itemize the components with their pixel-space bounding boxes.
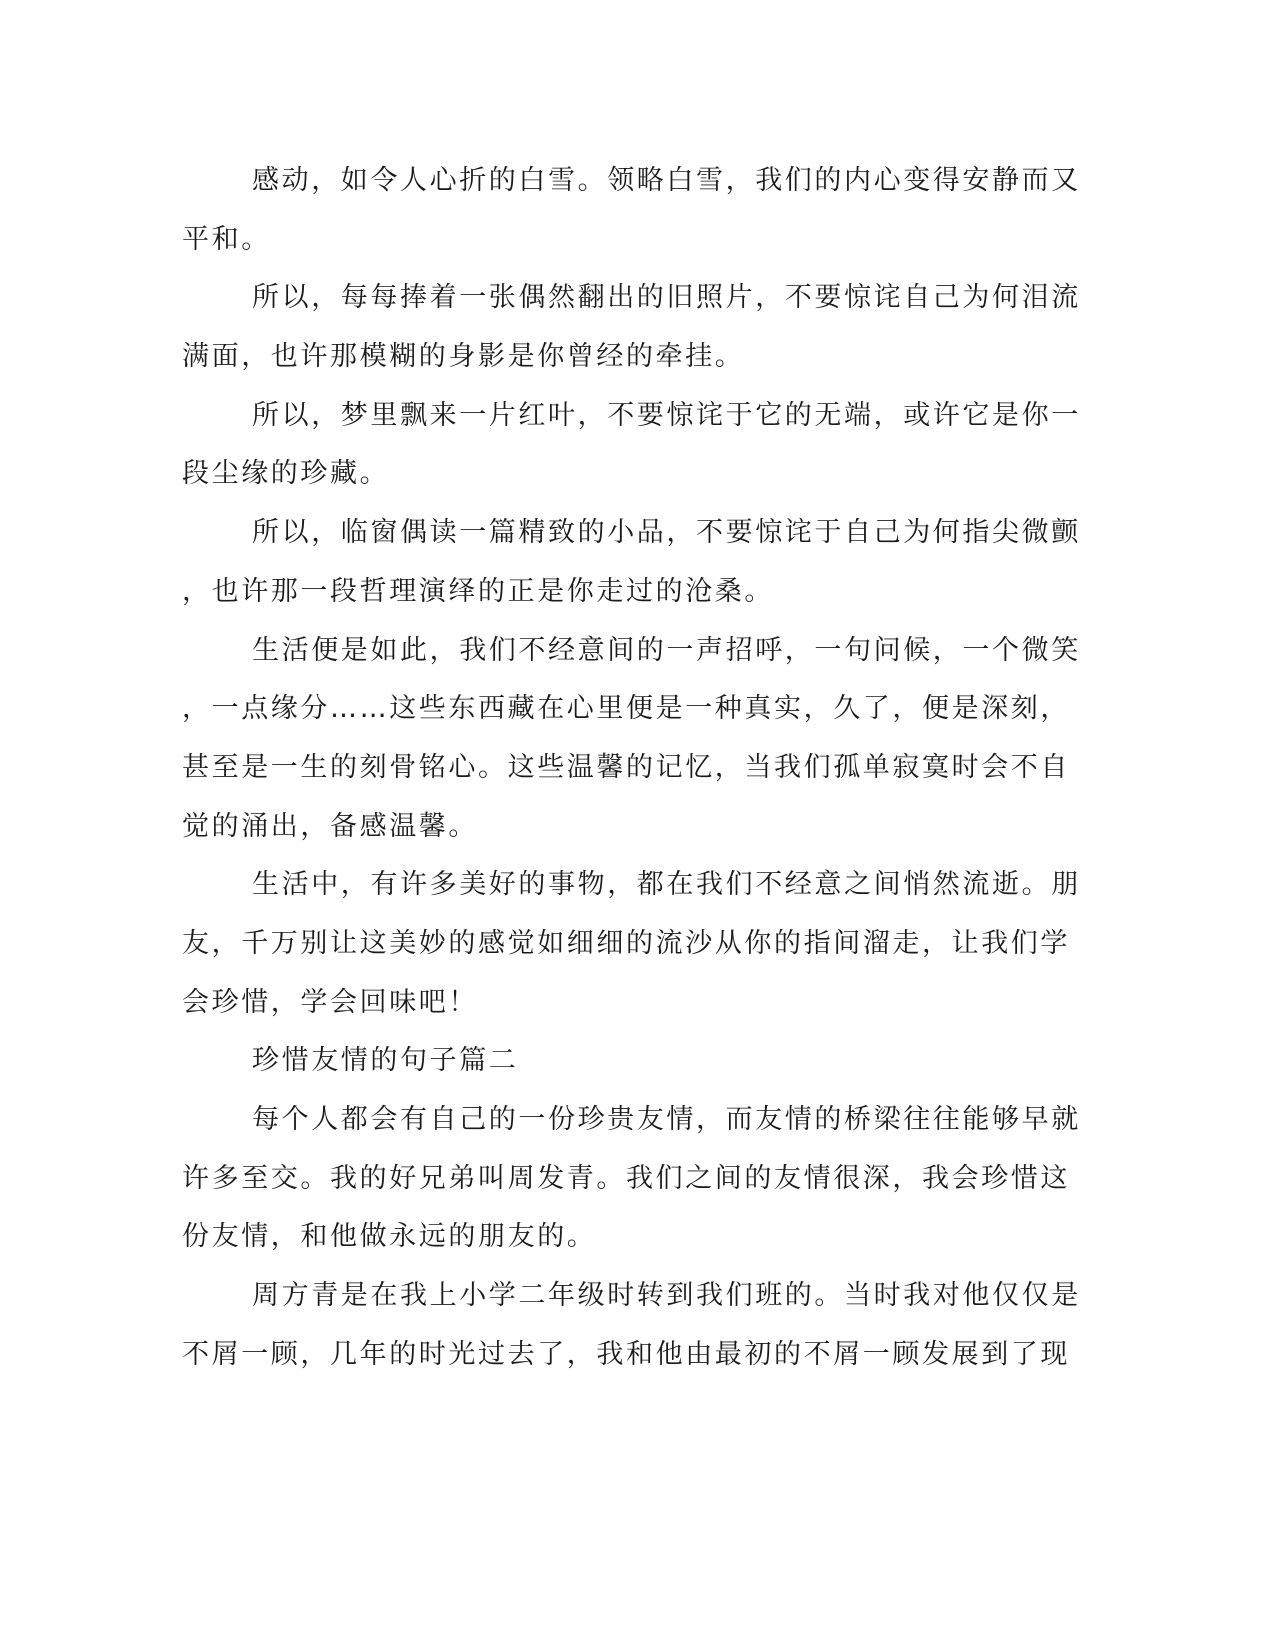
text-line: 生活便是如此，我们不经意间的一声招呼，一句问候，一个微笑 (252, 634, 1081, 666)
text-line: 所以，每每捧着一张偶然翻出的旧照片，不要惊诧自己为何泪流 (252, 282, 1081, 314)
text-line: 感动，如令人心折的白雪。领略白雪，我们的内心变得安静而又 (252, 165, 1081, 196)
text-line: 所以，临窗偶读一篇精致的小品，不要惊诧于自己为何指尖微颤 (252, 517, 1081, 549)
text-line: ，一点缘分……这些东西藏在心里便是一种真实，久了，便是深刻， (182, 693, 1070, 725)
text-line: 许多至交。我的好兄弟叫周发青。我们之间的友情很深，我会珍惜这 (182, 1162, 1070, 1194)
section-heading: 珍惜友情的句子篇二 (252, 1045, 519, 1077)
text-line: 满面，也许那模糊的身影是你曾经的牵挂。 (182, 341, 745, 373)
document-body (182, 152, 1081, 1384)
text-line: 周方青是在我上小学二年级时转到我们班的。当时我对他仅仅是 (252, 1280, 1081, 1312)
text-line: 段尘缘的珍藏。 (182, 458, 390, 490)
text-line: 会珍惜，学会回味吧！ (182, 986, 478, 1018)
text-line: 份友情，和他做永远的朋友的。 (182, 1221, 597, 1253)
text-line: ，也许那一段哲理演绎的正是你走过的沧桑。 (182, 575, 774, 607)
text-line: 每个人都会有自己的一份珍贵友情，而友情的桥梁往往能够早就 (252, 1104, 1081, 1135)
text-line: 不屑一顾，几年的时光过去了，我和他由最初的不屑一顾发展到了现 (182, 1338, 1070, 1370)
text-line: 平和。 (182, 223, 271, 255)
text-line: 友，千万别让这美妙的感觉如细细的流沙从你的指间溜走，让我们学 (182, 927, 1070, 959)
text-line: 生活中，有许多美好的事物，都在我们不经意之间悄然流逝。朋 (252, 869, 1081, 901)
text-line: 觉的涌出，备感温馨。 (182, 810, 478, 842)
text-line: 甚至是一生的刻骨铭心。这些温馨的记忆，当我们孤单寂寞时会不自 (182, 751, 1070, 783)
text-line: 所以，梦里飘来一片红叶，不要惊诧于它的无端，或许它是你一 (252, 399, 1081, 431)
